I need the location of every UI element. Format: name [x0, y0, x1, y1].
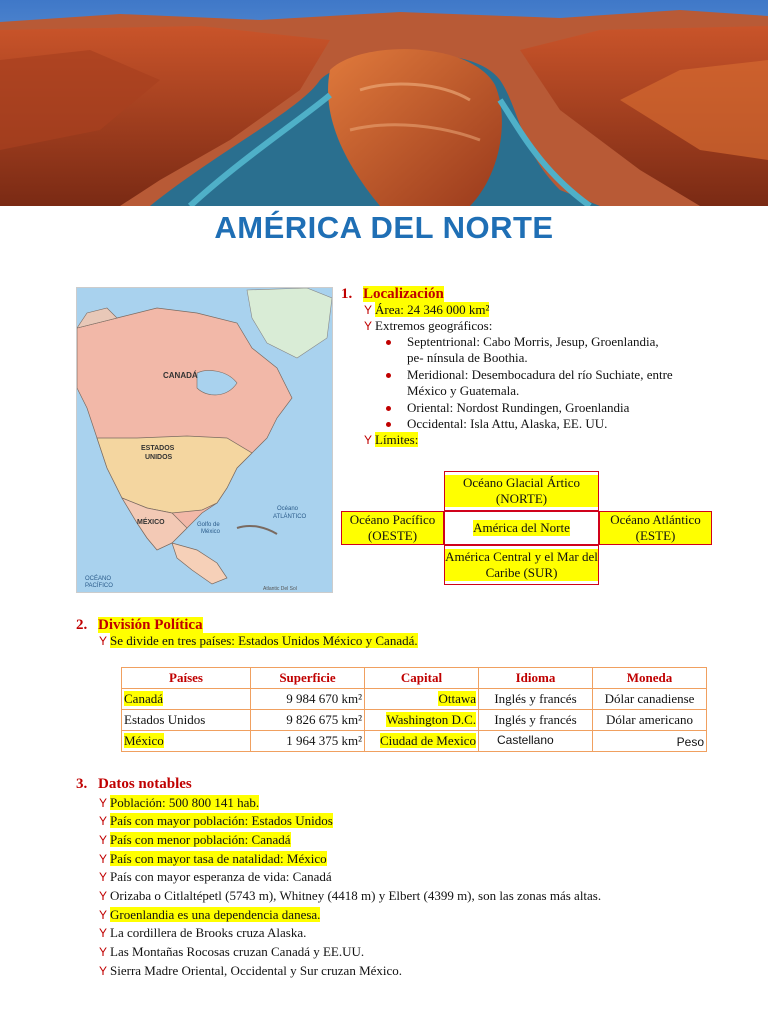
limit-south-box: América Central y el Mar del Caribe (SUR): [444, 545, 599, 585]
table-cell: Inglés y francés: [479, 689, 593, 710]
list-item: Y Orizaba o Citlaltépetl (5743 m), Whitney (4418 m) y Elbert (4399 m), son las zonas más altas.: [99, 888, 602, 903]
table-row: [122, 731, 707, 752]
bullet-y-icon: Y: [364, 319, 373, 333]
list-item: Y País con menor población: Canadá: [99, 832, 291, 847]
table-cell: Ciudad de Mexico: [365, 731, 479, 752]
map-label-usa-2: UNIDOS: [145, 454, 173, 461]
map-credit: Atlantic Del Sol: [263, 586, 297, 592]
table-header: Capital: [365, 668, 479, 689]
bullet-dot-icon: [386, 373, 391, 378]
bullet-y-icon: Y: [99, 833, 108, 847]
table-row: [122, 710, 707, 731]
table-cell: Peso: [593, 731, 707, 752]
section-number: 3.: [76, 776, 88, 792]
limit-east-box: Océano Atlántico (ESTE): [599, 511, 712, 545]
list-item: Y Groenlandia es una dependencia danesa.: [99, 907, 321, 922]
section-number: 2.: [76, 617, 88, 633]
map-label-mexico: MÉXICO: [137, 519, 165, 526]
table-cell: México: [122, 731, 251, 752]
bullet-y-icon: Y: [364, 433, 373, 447]
table-row: [122, 689, 707, 710]
map-label-gulf-1: Golfo de: [197, 522, 220, 528]
table-cell: Washington D.C.: [365, 710, 479, 731]
table-header: Idioma: [479, 668, 593, 689]
extremo-occidental: Occidental: Isla Attu, Alaska, EE. UU.: [407, 416, 608, 431]
limit-north-box: Océano Glacial Ártico (NORTE): [444, 471, 599, 511]
section-title: División Política: [98, 617, 203, 633]
extremo-septentrional-1: Septentrional: Cabo Morris, Jesup, Groenlandia,: [407, 334, 659, 349]
section-localizacion-heading: [341, 285, 444, 303]
table-cell: 9 826 675 km²: [251, 710, 365, 731]
bullet-y-icon: Y: [99, 796, 108, 810]
limit-center-box: América del Norte: [444, 511, 599, 545]
bullet-y-icon: Y: [99, 926, 108, 940]
bullet-y-icon: Y: [99, 964, 108, 978]
section-number: 1.: [341, 286, 353, 302]
map-label-gulf-2: México: [201, 529, 221, 535]
table-cell: 9 984 670 km²: [251, 689, 365, 710]
map-label-canada: CANADÁ: [163, 371, 198, 380]
list-item: Y País con mayor esperanza de vida: Canadá: [99, 869, 332, 884]
localizacion-area: Y Área: 24 346 000 km²: [364, 302, 490, 317]
localizacion-extremos: Y Extremos geográficos:: [364, 318, 493, 333]
map-label-atlantic-1: Océano: [277, 506, 299, 512]
bullet-y-icon: Y: [99, 889, 108, 903]
page-title: AMÉRICA DEL NORTE: [214, 210, 554, 245]
map-label-pacific-1: OCÉANO: [85, 576, 112, 582]
table-header: Superficie: [251, 668, 365, 689]
table-cell: Canadá: [122, 689, 251, 710]
section-division-heading: [76, 616, 203, 634]
section-title: Localización: [363, 286, 444, 302]
bullet-y-icon: Y: [99, 908, 108, 922]
table-cell: Inglés y francés: [479, 710, 593, 731]
north-america-map: [76, 287, 333, 593]
table-header: Moneda: [593, 668, 707, 689]
bullet-y-icon: Y: [99, 945, 108, 959]
map-label-atlantic-2: ATLÁNTICO: [273, 514, 307, 520]
localizacion-limites: Y Límites:: [364, 432, 419, 447]
list-item: Y Sierra Madre Oriental, Occidental y Sur cruzan México.: [99, 963, 403, 978]
table-header: Países: [122, 668, 251, 689]
bullet-dot-icon: [386, 422, 391, 427]
bullet-y-icon: Y: [99, 634, 108, 648]
list-item: Y La cordillera de Brooks cruza Alaska.: [99, 925, 307, 940]
map-label-usa-1: ESTADOS: [141, 445, 175, 452]
list-item: Y País con mayor población: Estados Unidos: [99, 813, 333, 828]
extremo-oriental: Oriental: Nordost Rundingen, Groenlandia: [407, 400, 630, 415]
banner-canyon-image: [0, 0, 768, 206]
bullet-dot-icon: [386, 340, 391, 345]
table-cell: 1 964 375 km²: [251, 731, 365, 752]
table-header-row: [122, 668, 707, 689]
extremo-septentrional-2: pe- nínsula de Boothia.: [407, 350, 528, 365]
bullet-y-icon: Y: [99, 870, 108, 884]
countries-table: [121, 667, 707, 752]
bullet-y-icon: Y: [364, 303, 373, 317]
section-title: Datos notables: [98, 776, 192, 792]
limit-west-box: Océano Pacífico (OESTE): [341, 511, 444, 545]
table-cell: Castellano: [479, 731, 593, 752]
bullet-y-icon: Y: [99, 814, 108, 828]
extremo-meridional-1: Meridional: Desembocadura del río Suchiate, entre: [407, 367, 673, 382]
extremo-meridional-2: México y Guatemala.: [407, 383, 520, 398]
table-cell: Ottawa: [365, 689, 479, 710]
list-item: Y Población: 500 800 141 hab.: [99, 795, 260, 810]
bullet-y-icon: Y: [99, 852, 108, 866]
table-cell: Estados Unidos: [122, 710, 251, 731]
table-cell: Dólar americano: [593, 710, 707, 731]
list-item: Y Las Montañas Rocosas cruzan Canadá y EE.UU.: [99, 944, 365, 959]
section-datos-heading: [76, 775, 192, 793]
table-cell: Dólar canadiense: [593, 689, 707, 710]
list-item: Y País con mayor tasa de natalidad: México: [99, 851, 327, 866]
bullet-dot-icon: [386, 406, 391, 411]
division-text: Y Se divide en tres países: Estados Unidos México y Canadá.: [99, 633, 418, 648]
map-label-pacific-2: PACÍFICO: [85, 583, 113, 589]
